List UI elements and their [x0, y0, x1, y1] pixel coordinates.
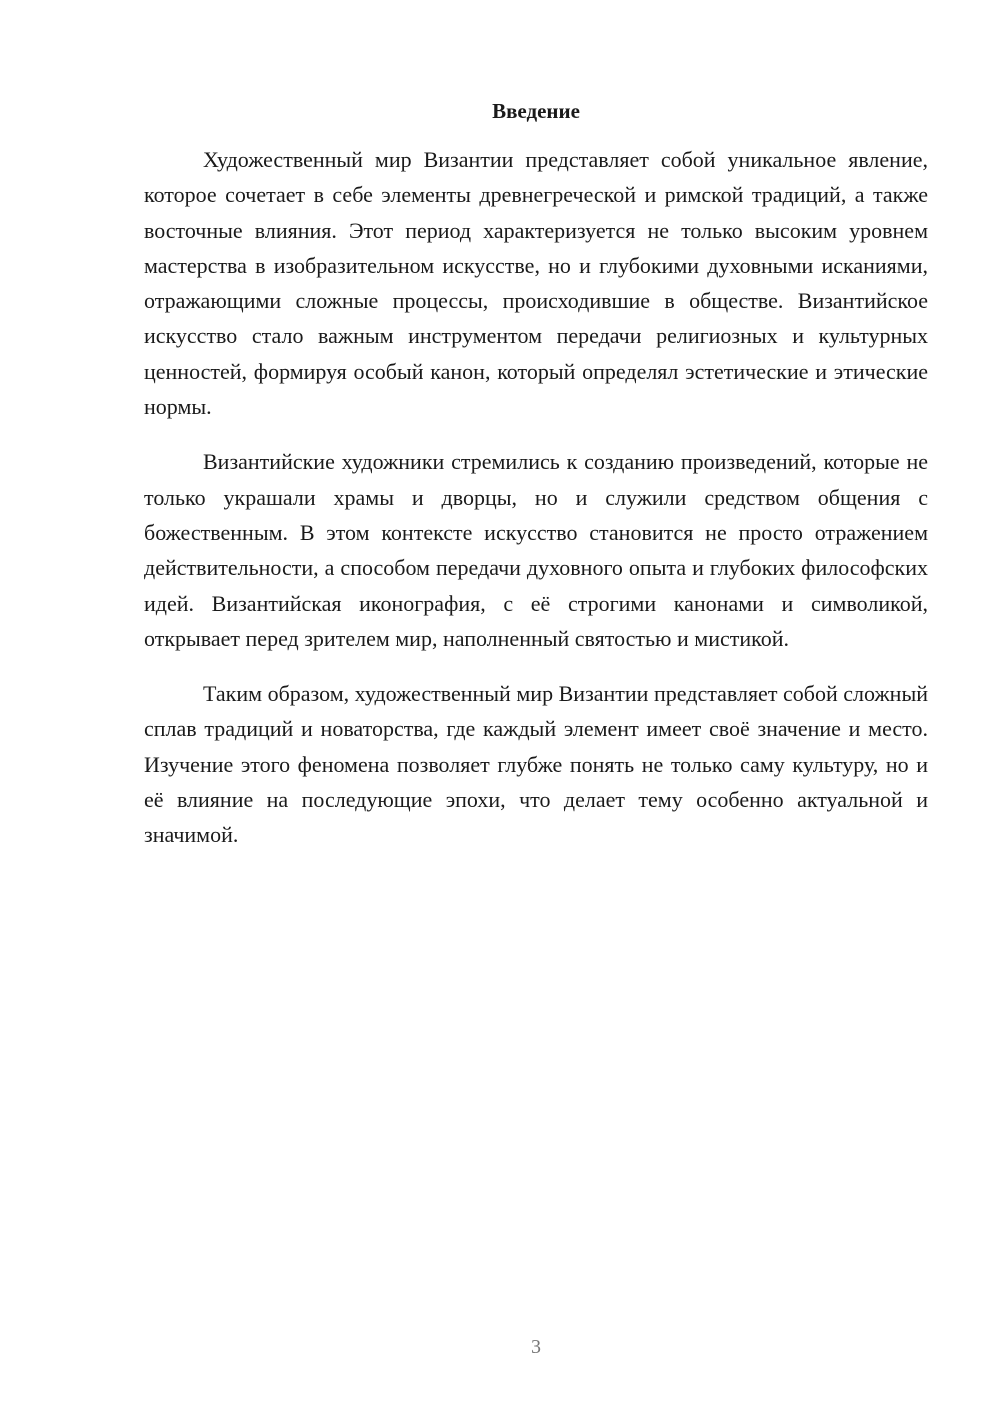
- body-text: [144, 142, 928, 873]
- page-number: 3: [531, 1336, 541, 1358]
- page-title: Введение: [492, 99, 580, 123]
- paragraph-1: Художественный мир Византии представляет собой уникальное явление, которое сочетает в себе элементы древнегреческой и римской традиций, а также восточные влияния. Этот период характеризуется не только высоким уровнем мастерства в изобразительном искусстве, но и глубокими духовными исканиями, отражающими сложные процессы, происходившие в обществе. Византийское искусство стало важным инструментом передачи религиозных и культурных ценностей, формируя особый канон, который определял эстетические и этические нормы.: [144, 147, 928, 420]
- paragraph-2: Византийские художники стремились к созданию произведений, которые не только украшали храмы и дворцы, но и служили средством общения с божественным. В этом контексте искусство становится не просто отражением действительности, а способом передачи духовного опыта и глубоких философских идей. Византийская иконография, с её строгими канонами и символикой, открывает перед зрителем мир, наполненный святостью и мистикой.: [144, 449, 928, 651]
- paragraph-3: Таким образом, художественный мир Византии представляет собой сложный сплав традиций и новаторства, где каждый элемент имеет своё значение и место. Изучение этого феномена позволяет глубже понять не только саму культуру, но и её влияние на последующие эпохи, что делает тему особенно актуальной и значимой.: [144, 681, 928, 848]
